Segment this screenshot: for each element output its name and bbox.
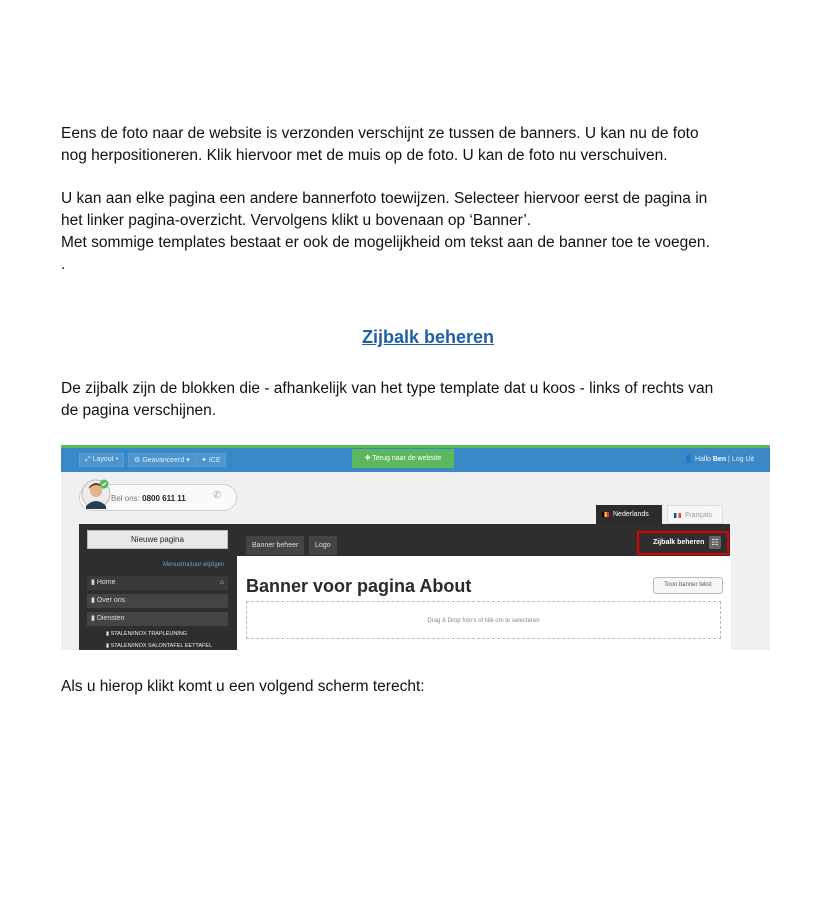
new-page-button[interactable]: Nieuwe pagina [87,530,228,549]
text-line: Eens de foto naar de website is verzonden verschijnt ze tussen de banners. U kan nu de foto [61,125,699,142]
text-line: nog herpositioneren. Klik hiervoor met de muis op de foto. U kan de foto nu verschuiven. [61,147,668,164]
text-line: de pagina verschijnen. [61,402,217,419]
sidebar-item-diensten[interactable]: ▮ Diensten [87,612,228,626]
user-info [684,455,754,463]
section-heading: Zijbalk beheren [361,327,495,347]
show-banner-text-button[interactable]: Toon banner tekst [653,577,723,594]
sidebar-item-over-ons[interactable]: ▮ Over ons [87,594,228,608]
admin-topbar [61,448,770,472]
tab-banner-beheer[interactable]: Banner beheer [246,536,304,555]
menu-structure-link[interactable]: Menustructuur wijzigen [163,562,225,568]
french-flag-icon [674,513,681,518]
banner-title: Banner voor pagina About [246,576,472,596]
paragraph-banner-upload [61,123,761,167]
paragraph-sidebar-explanation [61,378,761,422]
menu-ice[interactable]: ✦ ICE [195,453,226,467]
page-icon: ▮ [106,643,110,649]
belgian-flag-icon [602,512,609,517]
language-tab-nl[interactable]: Nederlands [596,505,662,524]
paragraph-banner-per-page [61,188,761,276]
tab-logo[interactable]: Logo [309,536,337,555]
text-line: . [61,256,66,273]
embedded-screenshot [61,445,770,650]
paragraph-next-screen [61,676,761,698]
text-line: Als u hierop klikt komt u een volgend scherm terecht: [61,678,425,695]
page-icon: ▮ [91,615,95,622]
sidebar-layout-icon: ☷ [709,536,721,549]
text-line: Met sommige templates bestaat er ook de mogelijkheid om tekst aan de banner toe te voegen. [61,234,710,251]
language-tab-fr[interactable]: Français [667,505,723,524]
phone-number-text: Bel ons: 0800 611 11 [111,494,186,503]
photo-dropzone[interactable]: Drag & Drop foto's of klik om te selecteren [246,601,721,639]
greeting: Hallo [694,456,713,463]
text-line: De zijbalk zijn de blokken die - afhankelijk van het type template dat u koos - links of rechts van [61,380,714,397]
sidebar-item-home[interactable]: ▮ Home ⌂ [87,576,228,590]
menu-geavanceerd[interactable]: ⚙ Geavanceerd ▾ [128,453,196,467]
sidebar-subitem[interactable]: ▮ STALEN/INOX SALONTAFEL EETTAFEL [106,643,213,649]
page-icon: ▮ [91,579,95,586]
menu-layout[interactable]: ⤢ Layout ▾ [79,453,124,467]
home-icon: ⌂ [219,579,224,586]
avatar [81,479,111,513]
logout-link[interactable]: | Log Uit [726,456,754,463]
phone-icon: ✆ [213,490,222,501]
text-line: het linker pagina-overzicht. Vervolgens klikt u bovenaan op ‘Banner’. [61,212,532,229]
page-icon: ▮ [106,631,110,637]
sidebar-subitem[interactable]: ▮ STALEN/INOX TRAPLEUNING [106,631,188,637]
user-icon: 👤 [684,456,694,463]
back-to-website-button[interactable]: ✚ Terug naar de website [352,449,454,468]
text-line: U kan aan elke pagina een andere bannerfoto toewijzen. Selecteer hiervoor eerst de pagina in [61,190,708,207]
manage-sidebar-button[interactable]: Zijbalk beheren ☷ [637,531,729,555]
page-icon: ▮ [91,597,95,604]
user-name: Ben [712,456,727,463]
